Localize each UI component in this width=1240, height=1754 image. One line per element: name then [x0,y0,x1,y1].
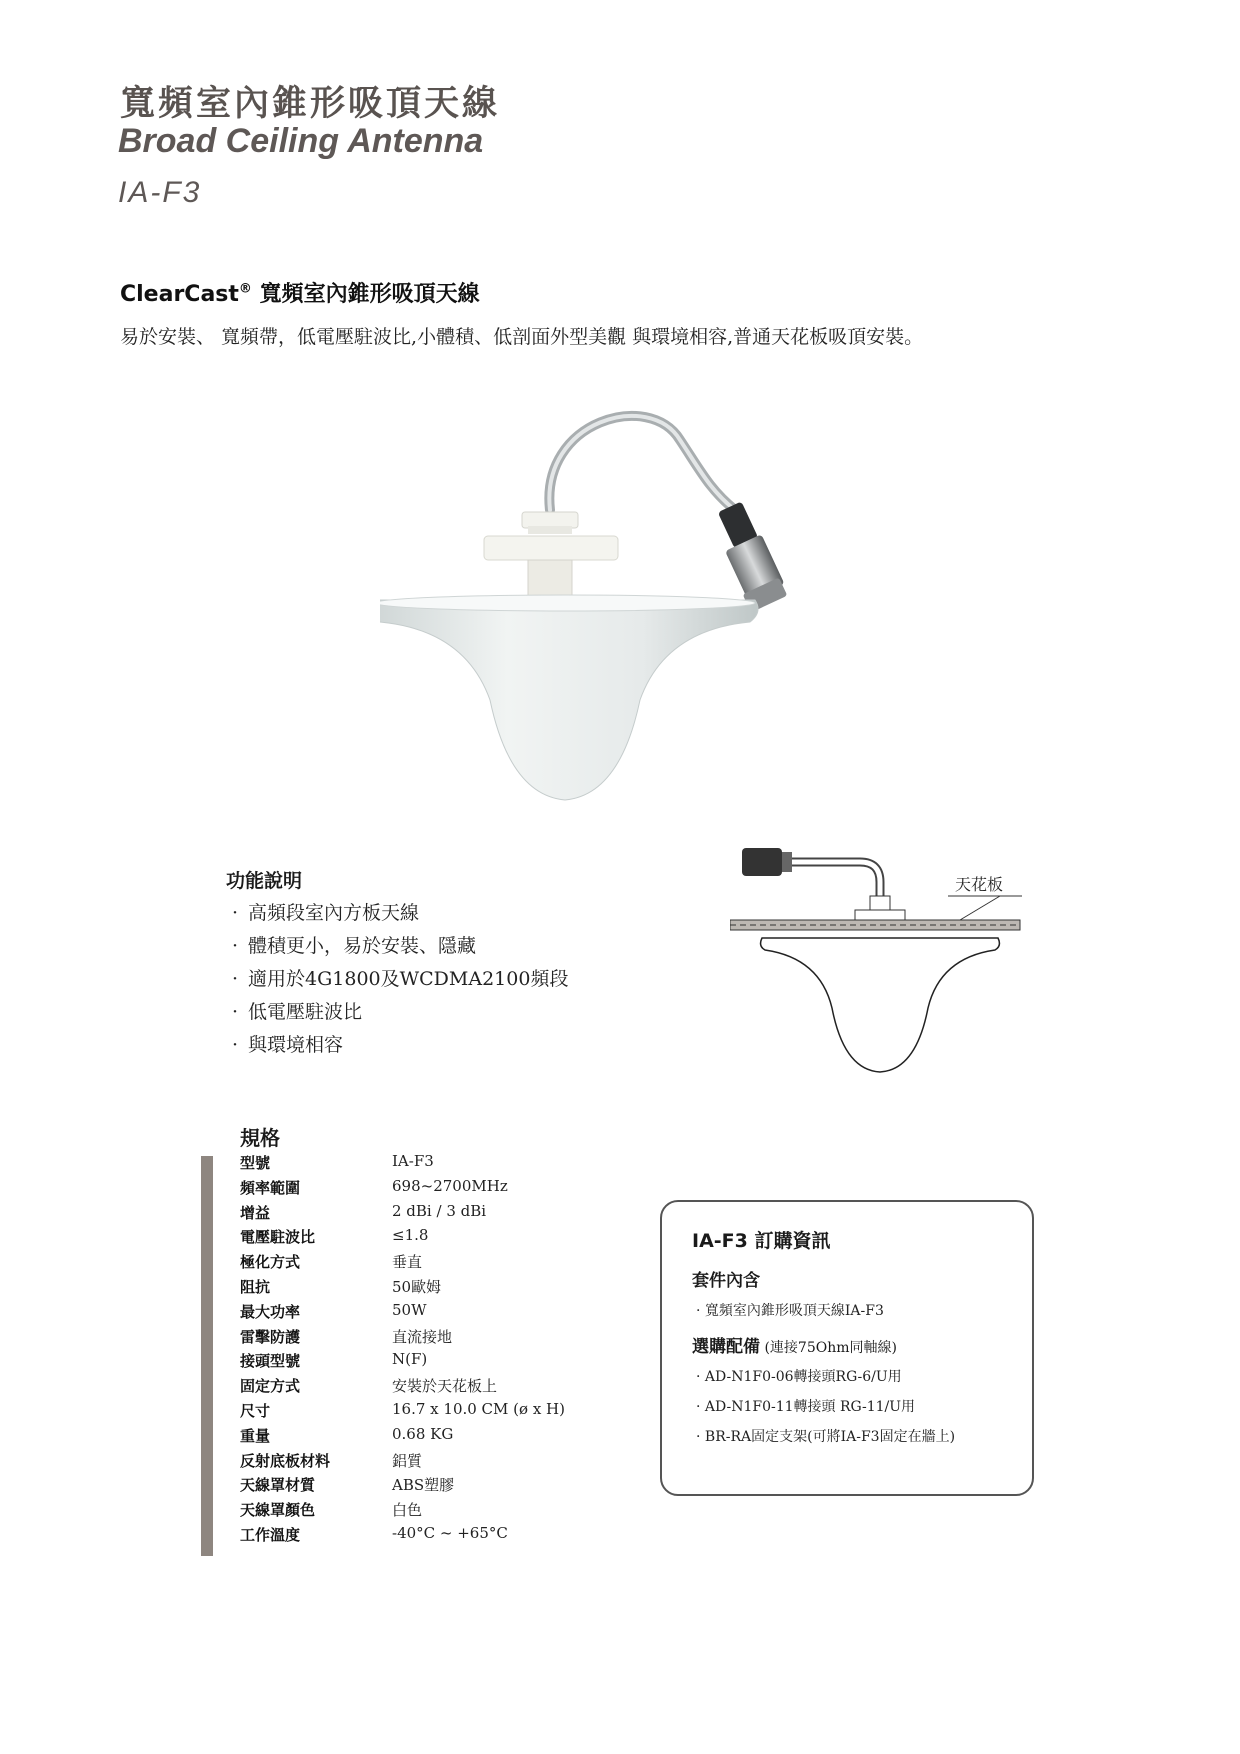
list-item [232,997,568,1030]
spec-value: 2 dBi / 3 dBi [392,1201,487,1220]
spec-label: 增益 [240,1203,271,1222]
list-item [232,964,568,997]
spec-value: 0.68 KG [392,1424,454,1443]
spec-label: 頻率範圍 [240,1178,301,1197]
spec-label: 尺寸 [240,1401,271,1420]
model-number: IA-F3 [118,176,202,209]
table-row [240,1326,565,1351]
specs-table [240,1152,565,1549]
bullet: · [232,1034,239,1056]
spec-value: -40°C ~ +65°C [392,1523,508,1542]
option-item: · AD-N1F0-11轉接頭 RG-11/U用 [696,1399,916,1415]
page-title-en: Broad Ceiling Antenna [118,122,484,160]
features-title: 功能說明 [226,870,303,892]
table-row [240,1226,565,1251]
spec-label: 型號 [240,1154,271,1172]
table-row [240,1350,565,1375]
table-row [240,1152,565,1177]
features-list [232,898,568,1063]
table-row [240,1375,565,1400]
spec-value: IA-F3 [392,1152,434,1170]
dome-outline [761,938,1000,1072]
installation-diagram [730,838,1040,1078]
table-row [240,1425,565,1450]
table-row [240,1450,565,1475]
table-row [240,1301,565,1326]
spec-value: 698~2700MHz [392,1176,508,1195]
options-note: (連接75Ohm同軸線) [760,1340,897,1356]
order-info-title: IA-F3 訂購資訊 [692,1230,831,1252]
list-item [232,1030,568,1063]
feature-text: 適用於4G1800及WCDMA2100頻段 [248,968,569,990]
table-row [240,1474,565,1499]
options-title: 選購配備 [692,1337,760,1357]
spec-value: 50歐姆 [392,1277,442,1296]
option-item: · AD-N1F0-06轉接頭RG-6/U用 [696,1369,902,1385]
ceiling-label: 天花板 [955,875,1004,894]
product-heading [120,277,480,308]
table-row [240,1499,565,1524]
spec-label: 工作溫度 [240,1525,301,1544]
spec-label: 極化方式 [240,1253,301,1272]
spec-label: 固定方式 [240,1377,301,1396]
feature-text: 低電壓駐波比 [248,1001,363,1023]
list-item [232,931,568,964]
table-row [240,1251,565,1276]
spec-value: 直流接地 [392,1327,453,1346]
spec-value: 16.7 x 10.0 CM (ø x H) [392,1399,565,1418]
spec-value: 鋁質 [392,1451,423,1470]
feature-text: 高頻段室內方板天線 [248,902,420,924]
spec-label: 天線罩顏色 [240,1501,316,1520]
kit-contents-title: 套件內含 [692,1271,760,1291]
bullet: · [232,935,239,957]
table-row [240,1177,565,1202]
spec-label: 阻抗 [240,1277,271,1296]
list-item [232,898,568,931]
product-heading-zh: 寬頻室內錐形吸頂天線 [251,282,480,307]
option-item: · BR-RA固定支架(可將IA-F3固定在牆上) [696,1429,956,1445]
brand-name: ClearCast [120,282,239,307]
table-row [240,1276,565,1301]
spec-label: 反射底板材料 [240,1451,331,1470]
table-row [240,1202,565,1227]
spec-accent-bar [201,1156,213,1556]
spec-value: ≤1.8 [392,1226,429,1245]
page-title-zh: 寬頻室內錐形吸頂天線 [120,84,501,124]
spec-label: 接頭型號 [240,1352,301,1371]
spec-value: 50W [392,1300,427,1319]
spec-label: 最大功率 [240,1302,301,1321]
product-description: 易於安裝、 寬頻帶，低電壓駐波比,小體積、低剖面外型美觀 與環境相容,普通天花板吸頂安裝。 [120,326,924,348]
table-row [240,1524,565,1549]
spec-value: 垂直 [392,1253,423,1272]
feature-text: 體積更小，易於安裝、隱藏 [248,935,477,957]
table-row [240,1400,565,1425]
spec-label: 電壓駐波比 [240,1228,316,1247]
specs-title: 規格 [240,1126,280,1150]
bullet: · [232,1001,239,1023]
feature-text: 與環境相容 [248,1034,344,1056]
bullet: · [232,902,239,924]
spec-value: 安裝於天花板上 [392,1377,498,1396]
bullet: · [232,968,239,990]
options-heading [692,1332,897,1357]
spec-value: ABS塑膠 [392,1476,455,1495]
spec-value: 白色 [392,1501,423,1520]
antenna-photo [380,400,840,840]
spec-value: N(F) [392,1350,428,1369]
spec-label: 重量 [240,1426,271,1445]
registered-mark: ® [238,281,252,297]
spec-label: 天線罩材質 [240,1476,316,1495]
connector-shape [742,848,782,876]
spec-label: 雷擊防護 [240,1327,301,1346]
kit-item: · 寬頻室內錐形吸頂天線IA-F3 [696,1303,884,1319]
